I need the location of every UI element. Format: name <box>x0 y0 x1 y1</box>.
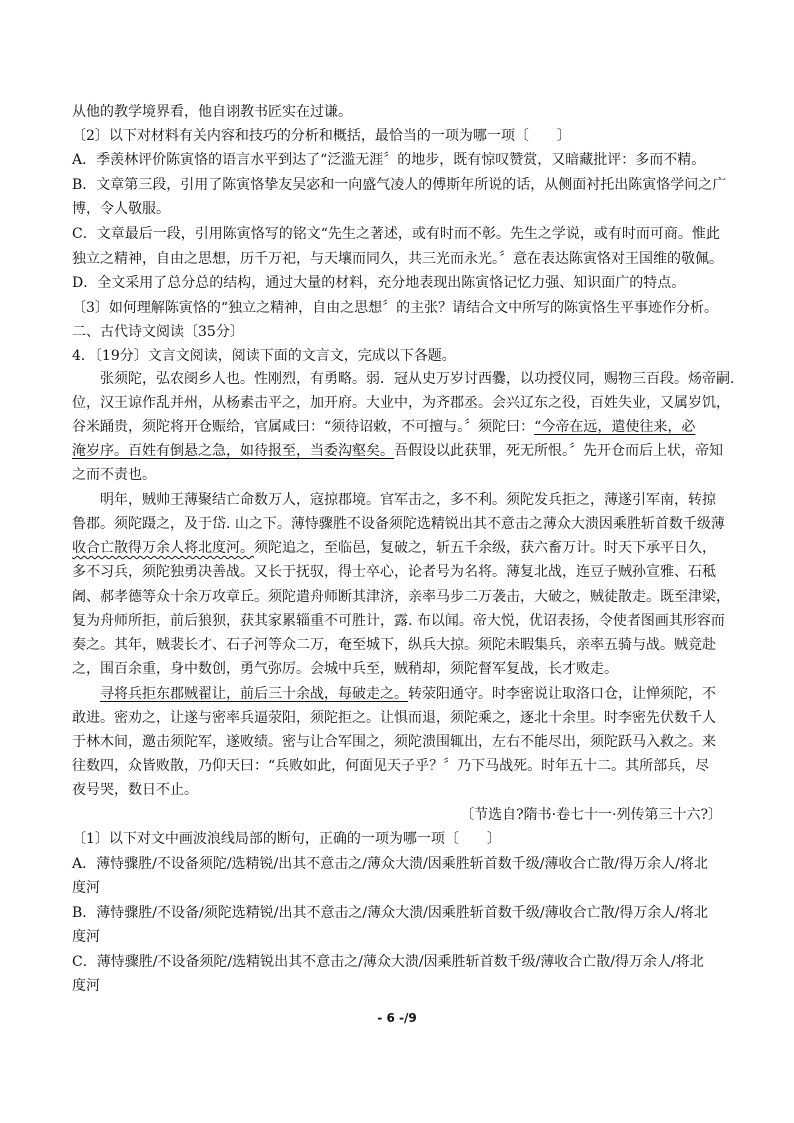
passage-line: 奏之。其年，贼裴长才、石子河等众二万，奄至城下，纵兵大掠。须陀未暇集兵，亲率五骑与战。贼竞赴 <box>72 637 716 653</box>
question-2-stem: 〔2〕以下对材料有关内容和技巧的分析和概括，最恰当的一项为哪一项〔 〕 <box>72 128 571 144</box>
option-d: D．全文采用了总分总的结构，通过大量的材料，充分地表现出陈寅恪记忆力强、知识面广的特点。 <box>72 275 686 291</box>
option-a: A．季羡林评价陈寅恪的语言水平到达了“泛滥无涯〞的地步，既有惊叹赞赏，又暗藏批评：多而不精。 <box>72 152 706 168</box>
option-b-cont: 博，令人敬服。 <box>72 201 170 217</box>
passage-line: 阇、郝孝德等众十余万攻章丘。须陀遣舟师断其津济，亲率马步二万袭击，大破之，贼徒散走。既至津梁， <box>72 589 730 605</box>
passage-line: 之而不责也。 <box>72 467 156 483</box>
passage-segment: 吾假设以此获罪，死无所恨。〞先开仓而后上状，帝知 <box>394 443 723 459</box>
question-3-stem: 〔3〕如何理解陈寅恪的“独立之精神，自由之思想〞的主张？请结合文中所写的陈寅恪生平事迹作分析。 <box>72 300 719 316</box>
passage-line: 敢进。密劝之，让遂与密率兵逼荥阳，须陀拒之。让惧而退，须陀乘之，逐北十余里。时李密先伏数千人 <box>72 710 716 726</box>
passage-line: 张须陀，弘农阌乡人也。性刚烈，有勇略。弱．冠从史万岁讨西爨，以功授仪同，赐物三百段。炀帝嗣． <box>100 371 744 387</box>
underlined-sentence: 寻将兵拒东郡贼翟让，前后三十余战，每破走之。 <box>100 686 408 702</box>
option-c: C．薄恃骤胜/不设备须陀/选精锐出其不意击之/薄众大溃/因乘胜斩首数千级/薄收合亡散/得万余人/将北 <box>72 954 704 970</box>
option-c-cont: 度河 <box>72 978 100 994</box>
passage-line: 夜号哭，数日不止。 <box>72 782 198 798</box>
passage-segment: 须陀追之，至临邑，复破之，斩五千余级，获六畜万计。时天下承平日久， <box>254 540 716 556</box>
question-1-stem: 〔1〕以下对文中画波浪线局部的断句，正确的一项为哪一项〔 〕 <box>72 831 501 847</box>
passage-segment: 转荥阳通守。时李密说让取洛口仓，让惮须陀，不 <box>408 686 716 702</box>
underlined-sentence: “今帝在远，遣使往来，必 <box>534 419 696 435</box>
option-c-cont: 独立之精神，自由之思想，历千万祀，与天壤而同久，共三光而永光。〞意在表达陈寅恪对王国维的敬佩。 <box>72 251 723 267</box>
passage-line: 明年，贼帅王薄聚结亡命数万人，寇掠郡境。官军击之，多不利。须陀发兵拒之，薄遂引军南，转掠 <box>100 492 716 508</box>
text-line: 从他的教学境界看，他自诩教书匠实在过谦。 <box>72 104 352 120</box>
option-a-cont: 度河 <box>72 880 100 896</box>
option-a: A．薄恃骤胜/不设备须陀/选精锐/出其不意击之/薄众大溃/因乘胜斩首数千级/薄收合亡散/得万余人/将北 <box>72 856 708 872</box>
passage-line <box>72 441 723 461</box>
source-citation: 〔节选自?隋书·卷七十一·列传第三十六?〕 <box>460 807 722 823</box>
passage-line <box>100 684 716 704</box>
passage-line: 鲁郡。须陀蹑之，及于岱. 山之下。薄恃骤胜不设备须陀选精锐出其不意击之薄众大溃因乘胜斩首数千级薄 <box>72 516 725 532</box>
option-b: B．文章第三段，引用了陈寅恪挚友吴宓和一向盛气凌人的傅斯年所说的话，从侧面衬托出陈寅恪学问之广 <box>72 177 727 193</box>
wavy-underlined-segment: 收合亡散得万余人将北度河。 <box>72 540 254 556</box>
question-4-stem: 4．〔19分〕文言文阅读，阅读下面的文言文，完成以下各题。 <box>72 348 456 364</box>
passage-line: 之，围百余重，身中数创，勇气弥厉。会城中兵至，贼稍却，须陀督军复战，长才败走。 <box>72 661 618 677</box>
passage-line: 往数四，众皆败散，乃仰天曰：“兵败如此，何面见天子乎？〞乃下马战死。时年五十二。其所部兵，尽 <box>72 758 710 774</box>
passage-line: 位，汉王谅作乱并州，从杨素击平之，加开府。大业中，为齐郡丞。会兴辽东之役，百姓失业，又属岁饥， <box>72 395 730 411</box>
underlined-sentence: 淹岁序。百姓有倒悬之急，如待报至，当委沟壑矣。 <box>72 443 394 459</box>
passage-line: 于林木间，邀击须陀军，遂败绩。密与让合军围之，须陀溃围辄出，左右不能尽出，须陀跃马入救之。来 <box>72 734 716 750</box>
option-b-cont: 度河 <box>72 929 100 945</box>
option-b: B．薄恃骤胜/不设备/须陀选精锐/出其不意击之/薄众大溃/因乘胜斩首数千级/薄收合亡散/得万余人/将北 <box>72 905 709 921</box>
passage-line: 复为舟师所拒，前后狼狈，获其家累辎重不可胜计，露. 布以闻。帝大悦，优诏表扬，令使者图画其形容而 <box>72 613 725 629</box>
page-number: - 6 -/9 <box>377 1011 417 1025</box>
passage-line <box>72 417 695 437</box>
section-heading: 二、古代诗文阅读〔35分〕 <box>72 324 244 340</box>
option-c: C．文章最后一段，引用陈寅恪写的铭文“先生之著述，或有时而不彰。先生之学说，或有时而可商。惟此 <box>72 226 720 242</box>
passage-segment: 谷米踊贵，须陀将开仓赈给，官属咸曰：“须待诏敕，不可擅与。〞须陀曰： <box>72 419 535 435</box>
passage-line <box>72 538 716 558</box>
passage-line: 多不习兵，须陀独勇决善战。又长于抚驭，得士卒心，论者号为名将。薄复北战，连豆子贼孙宣雅、石秪 <box>72 564 716 580</box>
